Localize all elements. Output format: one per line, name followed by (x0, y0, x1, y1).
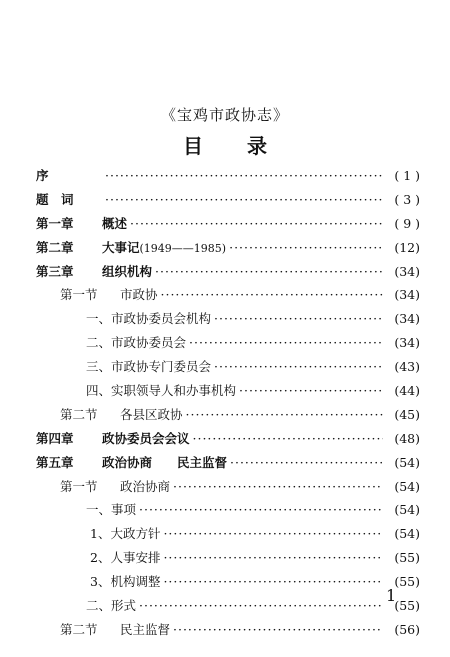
toc-entry (36, 309, 420, 333)
toc-entry-page: ( 3 ) (394, 191, 420, 207)
toc-entry-page: (34) (394, 287, 420, 303)
toc-entry (36, 190, 420, 214)
toc-entry-page: (55) (394, 574, 420, 590)
toc-entry-title: 三、市政协专门委员会 (86, 359, 212, 375)
toc-entry-number: 第五章 (36, 454, 74, 470)
toc-entry (36, 548, 420, 572)
toc-entry (36, 524, 420, 548)
book-title: 《宝鸡市政协志》 (160, 106, 289, 124)
toc-entry-page: (12) (394, 239, 420, 255)
toc-entry-number: 第一节 (60, 287, 98, 303)
toc-entry (36, 333, 420, 357)
toc-entry-page: (54) (394, 454, 420, 470)
dot-leader (214, 311, 383, 326)
dot-leader (214, 359, 383, 374)
dot-leader (139, 598, 383, 613)
dot-leader (130, 216, 383, 231)
toc-heading: 目录 (183, 134, 311, 158)
toc-entry-page: (54) (394, 526, 420, 542)
dot-leader (139, 502, 383, 517)
toc-entry (36, 405, 420, 429)
toc-entry-years: (1949——1985) (139, 241, 227, 255)
dot-leader (193, 431, 383, 446)
toc-entry-page: (34) (394, 311, 420, 327)
toc-entry-number: 第一章 (36, 215, 74, 231)
toc-entry (36, 214, 420, 238)
dot-leader (239, 383, 383, 398)
dot-leader (163, 574, 383, 589)
toc-entry-title: 一、市政协委员会机构 (86, 311, 212, 327)
toc-entry-page: (56) (394, 621, 420, 637)
toc-entry-title: 一、事项 (86, 502, 137, 518)
dot-leader (155, 264, 383, 279)
toc-entry-number: 第二节 (60, 406, 98, 422)
toc-entry-page: ( 1 ) (394, 168, 420, 183)
toc-entry-page: (55) (394, 598, 420, 614)
dot-leader (163, 526, 383, 541)
toc-entry-number: 第二章 (36, 239, 74, 255)
toc-entry-title: 政协委员会会议 (102, 430, 190, 446)
toc-entry-title: 组织机构 (102, 263, 153, 279)
toc-entry-title: 市政协 (120, 287, 158, 303)
toc-entry-title: 二、市政协委员会 (86, 335, 187, 351)
toc-entry (36, 285, 420, 309)
dot-leader (161, 287, 383, 302)
toc-entry-title: 3、机构调整 (90, 574, 161, 590)
toc-entry (36, 453, 420, 477)
toc-entry-page: (45) (394, 406, 420, 422)
dot-leader (163, 550, 383, 565)
toc-entry-title: 民主监督 (120, 621, 171, 637)
toc-entry-number: 第二节 (60, 621, 98, 637)
toc-entry-page: (43) (394, 359, 420, 375)
dot-leader (189, 335, 383, 350)
toc-entry-title: 四、实职领导人和办事机构 (86, 383, 237, 399)
toc-entry-number: 第一节 (60, 478, 98, 494)
toc-entry-number: 第四章 (36, 430, 74, 446)
toc-entry (36, 500, 420, 524)
toc-entry-title: 1、大政方针 (90, 526, 161, 542)
dot-leader (105, 192, 383, 207)
dot-leader (229, 240, 383, 255)
dot-leader (186, 407, 383, 422)
toc-entry (36, 572, 420, 596)
toc-entry-title: 2、人事安排 (90, 550, 161, 566)
toc-entry-page: (54) (394, 502, 420, 518)
dot-leader (173, 622, 383, 637)
table-of-contents (36, 166, 420, 644)
toc-entry-title: 二、形式 (86, 598, 137, 614)
toc-entry-title: 各县区政协 (120, 406, 183, 422)
toc-entry-page: ( 9 ) (394, 215, 420, 231)
toc-entry-title: 概述 (102, 215, 128, 231)
toc-entry-page: (54) (394, 478, 420, 494)
toc-entry (36, 262, 420, 286)
toc-entry (36, 596, 420, 620)
toc-entry-page: (34) (394, 263, 420, 279)
toc-entry (36, 620, 420, 644)
toc-entry-number: 题 词 (36, 191, 74, 207)
toc-entry-page: (34) (394, 335, 420, 351)
dot-leader (230, 455, 383, 470)
toc-entry (36, 381, 420, 405)
toc-entry-page: (48) (394, 430, 420, 446)
dot-leader (105, 168, 383, 183)
toc-entry (36, 166, 420, 190)
toc-entry-page: (44) (394, 383, 420, 399)
toc-entry-number: 序 (36, 168, 49, 183)
toc-entry-title: 大事记 (102, 239, 140, 255)
toc-entry-number: 第三章 (36, 263, 74, 279)
toc-entry (36, 477, 420, 501)
dot-leader (173, 479, 383, 494)
toc-entry (36, 429, 420, 453)
toc-entry-title: 政治协商 民主监督 (102, 454, 228, 470)
toc-entry (36, 238, 420, 262)
toc-entry (36, 357, 420, 381)
page-number: 1 (386, 586, 397, 605)
toc-entry-title: 政治协商 (120, 478, 171, 494)
toc-entry-page: (55) (394, 550, 420, 566)
